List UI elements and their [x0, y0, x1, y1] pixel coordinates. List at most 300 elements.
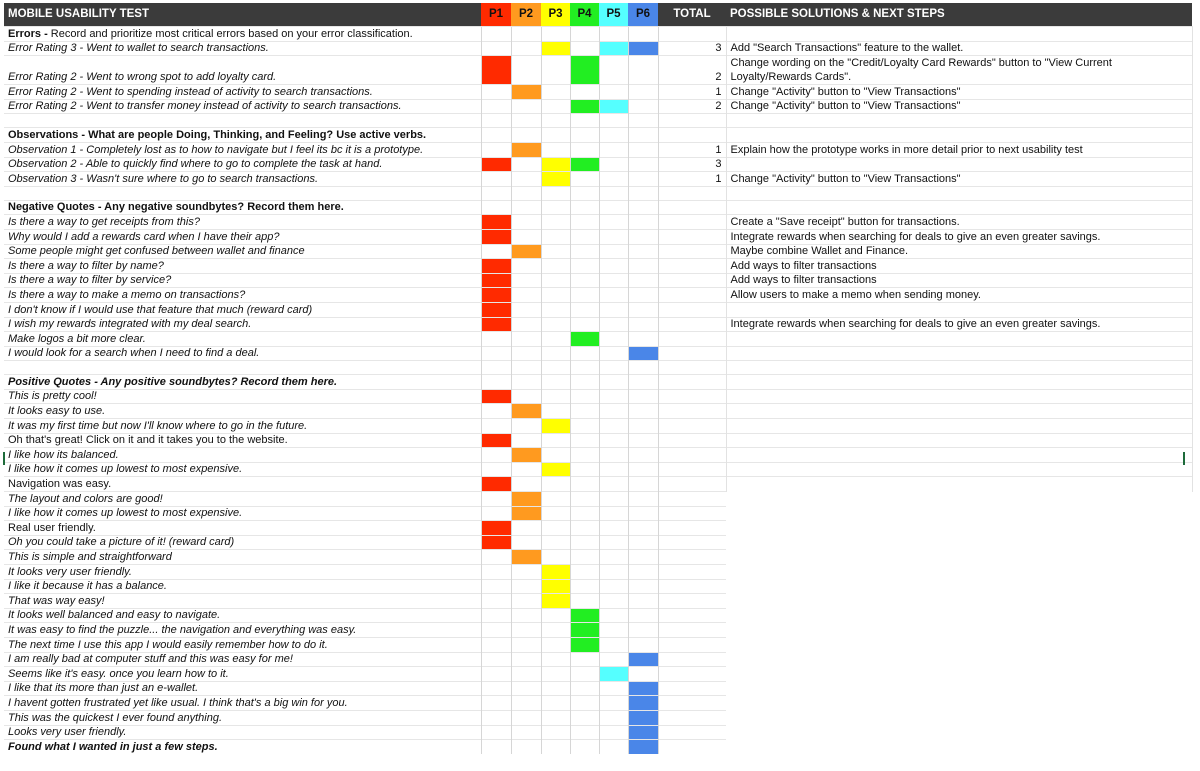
- total-cell[interactable]: [658, 229, 726, 244]
- participant-cell-p2[interactable]: [511, 419, 541, 434]
- participant-cell-p3[interactable]: [541, 244, 570, 259]
- solution-cell[interactable]: Create a "Save receipt" button for transactions.: [726, 215, 1192, 230]
- solution-cell[interactable]: [726, 550, 1192, 565]
- participant-cell-p6[interactable]: [628, 27, 658, 42]
- participant-cell-p5[interactable]: [599, 172, 628, 187]
- participant-cell-p3[interactable]: [541, 448, 570, 463]
- participant-cell-p4[interactable]: [570, 259, 599, 274]
- total-cell[interactable]: [658, 667, 726, 682]
- participant-cell-p4[interactable]: [570, 346, 599, 361]
- participant-cell-p2[interactable]: [511, 389, 541, 404]
- participant-cell-p3[interactable]: [541, 681, 570, 696]
- participant-cell-p3[interactable]: [541, 477, 570, 492]
- participant-cell-p1[interactable]: [481, 375, 511, 390]
- total-cell[interactable]: [658, 346, 726, 361]
- solution-cell[interactable]: [726, 565, 1192, 580]
- empty-cell[interactable]: [570, 361, 599, 375]
- participant-cell-p2[interactable]: [511, 710, 541, 725]
- solution-cell[interactable]: [726, 404, 1192, 419]
- item-text-cell[interactable]: [4, 27, 481, 42]
- participant-mark-p1[interactable]: [481, 157, 511, 172]
- participant-mark-p2[interactable]: [511, 550, 541, 565]
- empty-cell[interactable]: [541, 186, 570, 200]
- participant-mark-p4[interactable]: [570, 332, 599, 347]
- participant-cell-p6[interactable]: [628, 477, 658, 492]
- participant-cell-p5[interactable]: [599, 492, 628, 507]
- participant-cell-p5[interactable]: [599, 389, 628, 404]
- empty-cell[interactable]: [658, 114, 726, 128]
- item-text-cell[interactable]: [4, 492, 481, 507]
- item-text-cell[interactable]: [4, 389, 481, 404]
- total-cell[interactable]: [658, 492, 726, 507]
- participant-cell-p3[interactable]: [541, 433, 570, 448]
- empty-cell[interactable]: [726, 361, 1192, 375]
- item-text-cell[interactable]: [4, 302, 481, 317]
- participant-cell-p4[interactable]: [570, 667, 599, 682]
- total-cell[interactable]: [658, 623, 726, 638]
- solution-cell[interactable]: [726, 477, 1192, 492]
- participant-cell-p2[interactable]: [511, 200, 541, 215]
- participant-mark-p1[interactable]: [481, 288, 511, 303]
- participant-cell-p3[interactable]: [541, 259, 570, 274]
- solution-cell[interactable]: [726, 448, 1192, 463]
- participant-cell-p5[interactable]: [599, 681, 628, 696]
- solution-cell[interactable]: Add "Search Transactions" feature to the wallet.: [726, 41, 1192, 56]
- participant-cell-p4[interactable]: [570, 579, 599, 594]
- participant-cell-p6[interactable]: [628, 608, 658, 623]
- participant-cell-p5[interactable]: [599, 200, 628, 215]
- participant-cell-p2[interactable]: [511, 56, 541, 85]
- item-text-cell[interactable]: [4, 433, 481, 448]
- participant-cell-p2[interactable]: [511, 740, 541, 754]
- item-text-cell[interactable]: [4, 623, 481, 638]
- participant-mark-p3[interactable]: [541, 41, 570, 56]
- participant-cell-p1[interactable]: [481, 623, 511, 638]
- participant-cell-p4[interactable]: [570, 27, 599, 42]
- participant-mark-p2[interactable]: [511, 404, 541, 419]
- participant-cell-p5[interactable]: [599, 608, 628, 623]
- participant-cell-p4[interactable]: [570, 317, 599, 332]
- participant-cell-p2[interactable]: [511, 346, 541, 361]
- empty-cell[interactable]: [628, 114, 658, 128]
- participant-cell-p5[interactable]: [599, 623, 628, 638]
- item-text-cell[interactable]: [4, 477, 481, 492]
- participant-cell-p4[interactable]: [570, 389, 599, 404]
- participant-cell-p3[interactable]: [541, 404, 570, 419]
- participant-cell-p4[interactable]: [570, 710, 599, 725]
- total-cell[interactable]: 1: [658, 85, 726, 100]
- participant-cell-p6[interactable]: [628, 579, 658, 594]
- total-cell[interactable]: [658, 565, 726, 580]
- solution-cell[interactable]: [726, 637, 1192, 652]
- participant-cell-p3[interactable]: [541, 317, 570, 332]
- participant-cell-p6[interactable]: [628, 565, 658, 580]
- participant-cell-p2[interactable]: [511, 637, 541, 652]
- participant-cell-p2[interactable]: [511, 681, 541, 696]
- participant-cell-p3[interactable]: [541, 506, 570, 521]
- participant-cell-p6[interactable]: [628, 142, 658, 157]
- participant-mark-p6[interactable]: [628, 681, 658, 696]
- participant-mark-p1[interactable]: [481, 535, 511, 550]
- participant-cell-p2[interactable]: [511, 302, 541, 317]
- participant-cell-p2[interactable]: [511, 332, 541, 347]
- participant-cell-p3[interactable]: [541, 521, 570, 536]
- participant-cell-p4[interactable]: [570, 594, 599, 609]
- empty-cell[interactable]: [4, 186, 481, 200]
- solution-cell[interactable]: [726, 594, 1192, 609]
- participant-cell-p5[interactable]: [599, 317, 628, 332]
- participant-cell-p3[interactable]: [541, 652, 570, 667]
- item-text-cell[interactable]: [4, 521, 481, 536]
- participant-cell-p2[interactable]: [511, 27, 541, 42]
- participant-cell-p4[interactable]: [570, 740, 599, 754]
- participant-mark-p1[interactable]: [481, 273, 511, 288]
- participant-cell-p1[interactable]: [481, 346, 511, 361]
- participant-cell-p1[interactable]: [481, 681, 511, 696]
- total-cell[interactable]: [658, 740, 726, 754]
- solution-cell[interactable]: [726, 535, 1192, 550]
- participant-cell-p4[interactable]: [570, 492, 599, 507]
- participant-mark-p3[interactable]: [541, 565, 570, 580]
- item-text-cell[interactable]: [4, 244, 481, 259]
- item-text-cell[interactable]: [4, 681, 481, 696]
- item-text-cell[interactable]: [4, 535, 481, 550]
- participant-cell-p2[interactable]: [511, 667, 541, 682]
- participant-cell-p4[interactable]: [570, 128, 599, 143]
- participant-cell-p4[interactable]: [570, 652, 599, 667]
- empty-cell[interactable]: [658, 361, 726, 375]
- participant-mark-p3[interactable]: [541, 419, 570, 434]
- item-text-cell[interactable]: [4, 128, 481, 143]
- participant-cell-p6[interactable]: [628, 157, 658, 172]
- participant-cell-p1[interactable]: [481, 85, 511, 100]
- item-text-cell[interactable]: [4, 637, 481, 652]
- solution-cell[interactable]: Change "Activity" button to "View Transactions": [726, 85, 1192, 100]
- participant-cell-p6[interactable]: [628, 594, 658, 609]
- participant-cell-p6[interactable]: [628, 521, 658, 536]
- participant-cell-p3[interactable]: [541, 637, 570, 652]
- participant-cell-p2[interactable]: [511, 565, 541, 580]
- empty-cell[interactable]: [599, 361, 628, 375]
- participant-cell-p4[interactable]: [570, 41, 599, 56]
- participant-mark-p3[interactable]: [541, 594, 570, 609]
- participant-cell-p4[interactable]: [570, 244, 599, 259]
- participant-cell-p6[interactable]: [628, 623, 658, 638]
- participant-cell-p4[interactable]: [570, 448, 599, 463]
- participant-mark-p1[interactable]: [481, 215, 511, 230]
- participant-cell-p5[interactable]: [599, 229, 628, 244]
- participant-cell-p2[interactable]: [511, 317, 541, 332]
- participant-cell-p1[interactable]: [481, 172, 511, 187]
- participant-cell-p4[interactable]: [570, 172, 599, 187]
- solution-cell[interactable]: [726, 652, 1192, 667]
- participant-cell-p4[interactable]: [570, 696, 599, 711]
- participant-mark-p1[interactable]: [481, 389, 511, 404]
- participant-cell-p2[interactable]: [511, 725, 541, 740]
- solution-cell[interactable]: [726, 346, 1192, 361]
- solution-cell[interactable]: Maybe combine Wallet and Finance.: [726, 244, 1192, 259]
- solution-cell[interactable]: [726, 200, 1192, 215]
- participant-cell-p3[interactable]: [541, 623, 570, 638]
- participant-header-p2[interactable]: P2: [511, 3, 541, 27]
- solution-cell[interactable]: [726, 667, 1192, 682]
- participant-mark-p2[interactable]: [511, 142, 541, 157]
- item-text-cell[interactable]: [4, 404, 481, 419]
- solution-cell[interactable]: [726, 506, 1192, 521]
- total-cell[interactable]: 3: [658, 157, 726, 172]
- participant-cell-p3[interactable]: [541, 346, 570, 361]
- item-text-cell[interactable]: [4, 448, 481, 463]
- participant-cell-p6[interactable]: [628, 492, 658, 507]
- participant-cell-p3[interactable]: [541, 99, 570, 114]
- item-text-cell[interactable]: [4, 462, 481, 477]
- solution-cell[interactable]: [726, 681, 1192, 696]
- participant-mark-p6[interactable]: [628, 696, 658, 711]
- participant-cell-p2[interactable]: [511, 433, 541, 448]
- participant-cell-p3[interactable]: [541, 288, 570, 303]
- participant-cell-p2[interactable]: [511, 623, 541, 638]
- participant-cell-p6[interactable]: [628, 288, 658, 303]
- total-cell[interactable]: [658, 200, 726, 215]
- solution-cell[interactable]: Add ways to filter transactions: [726, 259, 1192, 274]
- participant-mark-p6[interactable]: [628, 725, 658, 740]
- participant-cell-p3[interactable]: [541, 85, 570, 100]
- solution-cell[interactable]: [726, 492, 1192, 507]
- participant-cell-p2[interactable]: [511, 41, 541, 56]
- participant-cell-p4[interactable]: [570, 433, 599, 448]
- item-text-cell[interactable]: [4, 652, 481, 667]
- participant-cell-p6[interactable]: [628, 128, 658, 143]
- participant-mark-p5[interactable]: [599, 99, 628, 114]
- participant-cell-p5[interactable]: [599, 85, 628, 100]
- total-cell[interactable]: [658, 433, 726, 448]
- empty-cell[interactable]: [511, 361, 541, 375]
- item-text-cell[interactable]: [4, 419, 481, 434]
- participant-cell-p2[interactable]: [511, 288, 541, 303]
- participant-cell-p3[interactable]: [541, 725, 570, 740]
- solution-cell[interactable]: [726, 389, 1192, 404]
- total-cell[interactable]: [658, 375, 726, 390]
- participant-cell-p1[interactable]: [481, 27, 511, 42]
- total-cell[interactable]: [658, 594, 726, 609]
- solution-cell[interactable]: [726, 332, 1192, 347]
- participant-cell-p5[interactable]: [599, 477, 628, 492]
- participant-cell-p3[interactable]: [541, 550, 570, 565]
- participant-cell-p3[interactable]: [541, 740, 570, 754]
- solution-cell[interactable]: [726, 27, 1192, 42]
- participant-cell-p1[interactable]: [481, 99, 511, 114]
- empty-cell[interactable]: [599, 186, 628, 200]
- participant-mark-p6[interactable]: [628, 652, 658, 667]
- item-text-cell[interactable]: [4, 157, 481, 172]
- participant-cell-p6[interactable]: [628, 448, 658, 463]
- solution-cell[interactable]: [726, 419, 1192, 434]
- participant-cell-p1[interactable]: [481, 200, 511, 215]
- participant-cell-p3[interactable]: [541, 535, 570, 550]
- solutions-header[interactable]: POSSIBLE SOLUTIONS & NEXT STEPS: [726, 3, 1192, 27]
- participant-cell-p1[interactable]: [481, 419, 511, 434]
- participant-mark-p2[interactable]: [511, 506, 541, 521]
- empty-cell[interactable]: [658, 186, 726, 200]
- item-text-cell[interactable]: [4, 565, 481, 580]
- item-text-cell[interactable]: [4, 259, 481, 274]
- participant-mark-p6[interactable]: [628, 41, 658, 56]
- participant-cell-p5[interactable]: [599, 725, 628, 740]
- participant-cell-p2[interactable]: [511, 259, 541, 274]
- participant-cell-p6[interactable]: [628, 244, 658, 259]
- item-text-cell[interactable]: [4, 550, 481, 565]
- participant-cell-p6[interactable]: [628, 389, 658, 404]
- item-text-cell[interactable]: [4, 579, 481, 594]
- item-text-cell[interactable]: [4, 317, 481, 332]
- total-cell[interactable]: [658, 506, 726, 521]
- empty-cell[interactable]: [541, 114, 570, 128]
- item-text-cell[interactable]: [4, 740, 481, 754]
- solution-cell[interactable]: [726, 521, 1192, 536]
- participant-cell-p4[interactable]: [570, 215, 599, 230]
- item-text-cell[interactable]: [4, 696, 481, 711]
- participant-cell-p2[interactable]: [511, 99, 541, 114]
- participant-cell-p4[interactable]: [570, 419, 599, 434]
- participant-header-p3[interactable]: P3: [541, 3, 570, 27]
- participant-cell-p5[interactable]: [599, 565, 628, 580]
- participant-mark-p3[interactable]: [541, 157, 570, 172]
- participant-cell-p2[interactable]: [511, 375, 541, 390]
- participant-cell-p5[interactable]: [599, 579, 628, 594]
- participant-cell-p5[interactable]: [599, 696, 628, 711]
- item-text-cell[interactable]: [4, 215, 481, 230]
- participant-cell-p6[interactable]: [628, 535, 658, 550]
- total-cell[interactable]: [658, 128, 726, 143]
- empty-cell[interactable]: [481, 361, 511, 375]
- item-text-cell[interactable]: [4, 725, 481, 740]
- total-cell[interactable]: [658, 259, 726, 274]
- solution-cell[interactable]: [726, 579, 1192, 594]
- participant-cell-p6[interactable]: [628, 637, 658, 652]
- participant-header-p6[interactable]: P6: [628, 3, 658, 27]
- solution-cell[interactable]: Integrate rewards when searching for deals to give an even greater savings.: [726, 317, 1192, 332]
- participant-cell-p5[interactable]: [599, 521, 628, 536]
- participant-cell-p2[interactable]: [511, 535, 541, 550]
- total-cell[interactable]: [658, 389, 726, 404]
- empty-cell[interactable]: [628, 186, 658, 200]
- solution-cell[interactable]: Add ways to filter transactions: [726, 273, 1192, 288]
- participant-cell-p6[interactable]: [628, 419, 658, 434]
- total-header[interactable]: TOTAL: [658, 3, 726, 27]
- participant-header-p5[interactable]: P5: [599, 3, 628, 27]
- participant-cell-p3[interactable]: [541, 56, 570, 85]
- participant-cell-p4[interactable]: [570, 273, 599, 288]
- participant-cell-p6[interactable]: [628, 506, 658, 521]
- participant-cell-p1[interactable]: [481, 448, 511, 463]
- participant-cell-p1[interactable]: [481, 492, 511, 507]
- solution-cell[interactable]: Explain how the prototype works in more detail prior to next usability test: [726, 142, 1192, 157]
- empty-cell[interactable]: [4, 114, 481, 128]
- empty-cell[interactable]: [628, 361, 658, 375]
- participant-mark-p4[interactable]: [570, 99, 599, 114]
- participant-cell-p5[interactable]: [599, 27, 628, 42]
- solution-cell[interactable]: Change "Activity" button to "View Transactions": [726, 99, 1192, 114]
- item-text-cell[interactable]: [4, 375, 481, 390]
- item-text-cell[interactable]: [4, 56, 481, 85]
- participant-cell-p1[interactable]: [481, 506, 511, 521]
- participant-cell-p2[interactable]: [511, 128, 541, 143]
- participant-cell-p5[interactable]: [599, 550, 628, 565]
- total-cell[interactable]: [658, 317, 726, 332]
- item-text-cell[interactable]: [4, 273, 481, 288]
- participant-cell-p5[interactable]: [599, 56, 628, 85]
- item-text-cell[interactable]: [4, 41, 481, 56]
- total-cell[interactable]: [658, 710, 726, 725]
- participant-cell-p4[interactable]: [570, 506, 599, 521]
- solution-cell[interactable]: [726, 725, 1192, 740]
- participant-cell-p2[interactable]: [511, 696, 541, 711]
- participant-cell-p4[interactable]: [570, 200, 599, 215]
- participant-cell-p6[interactable]: [628, 332, 658, 347]
- solution-cell[interactable]: [726, 740, 1192, 754]
- total-cell[interactable]: 2: [658, 99, 726, 114]
- participant-cell-p4[interactable]: [570, 535, 599, 550]
- participant-mark-p1[interactable]: [481, 229, 511, 244]
- item-text-cell[interactable]: [4, 346, 481, 361]
- participant-cell-p5[interactable]: [599, 404, 628, 419]
- item-text-cell[interactable]: [4, 594, 481, 609]
- participant-cell-p4[interactable]: [570, 229, 599, 244]
- participant-cell-p6[interactable]: [628, 85, 658, 100]
- participant-cell-p4[interactable]: [570, 404, 599, 419]
- empty-cell[interactable]: [541, 361, 570, 375]
- solution-cell[interactable]: [726, 608, 1192, 623]
- participant-cell-p4[interactable]: [570, 462, 599, 477]
- total-cell[interactable]: [658, 27, 726, 42]
- participant-cell-p2[interactable]: [511, 157, 541, 172]
- item-text-cell[interactable]: [4, 99, 481, 114]
- participant-cell-p4[interactable]: [570, 85, 599, 100]
- participant-cell-p6[interactable]: [628, 550, 658, 565]
- total-cell[interactable]: [658, 535, 726, 550]
- total-cell[interactable]: [658, 579, 726, 594]
- participant-cell-p5[interactable]: [599, 419, 628, 434]
- participant-cell-p6[interactable]: [628, 259, 658, 274]
- participant-cell-p3[interactable]: [541, 696, 570, 711]
- participant-cell-p3[interactable]: [541, 492, 570, 507]
- empty-cell[interactable]: [481, 186, 511, 200]
- participant-cell-p1[interactable]: [481, 652, 511, 667]
- participant-cell-p2[interactable]: [511, 273, 541, 288]
- participant-cell-p1[interactable]: [481, 128, 511, 143]
- item-text-cell[interactable]: [4, 85, 481, 100]
- participant-mark-p1[interactable]: [481, 302, 511, 317]
- participant-mark-p2[interactable]: [511, 492, 541, 507]
- participant-cell-p5[interactable]: [599, 375, 628, 390]
- participant-cell-p3[interactable]: [541, 389, 570, 404]
- participant-mark-p1[interactable]: [481, 259, 511, 274]
- participant-cell-p1[interactable]: [481, 740, 511, 754]
- participant-cell-p4[interactable]: [570, 477, 599, 492]
- participant-cell-p1[interactable]: [481, 142, 511, 157]
- participant-cell-p2[interactable]: [511, 608, 541, 623]
- participant-cell-p1[interactable]: [481, 462, 511, 477]
- participant-cell-p6[interactable]: [628, 99, 658, 114]
- participant-cell-p3[interactable]: [541, 375, 570, 390]
- empty-cell[interactable]: [4, 361, 481, 375]
- participant-cell-p5[interactable]: [599, 594, 628, 609]
- total-cell[interactable]: 1: [658, 142, 726, 157]
- participant-cell-p6[interactable]: [628, 317, 658, 332]
- participant-mark-p6[interactable]: [628, 346, 658, 361]
- participant-mark-p4[interactable]: [570, 157, 599, 172]
- item-text-cell[interactable]: [4, 288, 481, 303]
